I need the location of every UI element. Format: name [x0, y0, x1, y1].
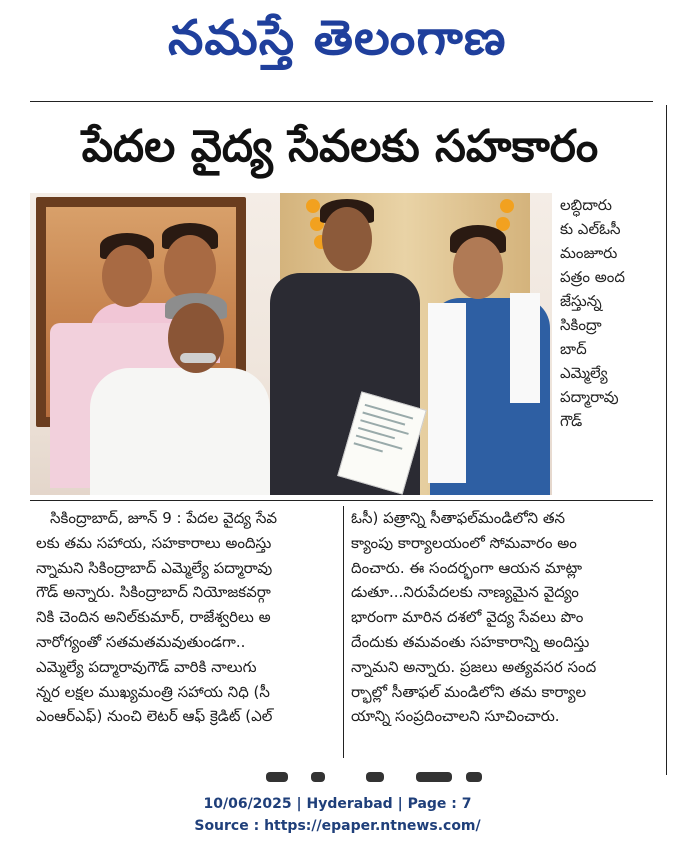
article-photo [30, 193, 552, 495]
date-location-page: 10/06/2025 | Hyderabad | Page : 7 [203, 796, 472, 812]
article-line: నికి చెందిన అనిల్‌కుమార్, రాజేశ్వరిలు అ [36, 608, 271, 627]
divider-top [30, 101, 653, 102]
caption-line: సికింద్రా [560, 316, 602, 334]
caption-line: బాద్ [560, 340, 587, 358]
article-column-left [36, 506, 341, 758]
article-line: ర్భాల్లో సీతాఫల్ మండిలోని తమ కార్యాల [351, 682, 587, 701]
caption-line: పద్మారావు [560, 388, 619, 406]
caption-line: కు ఎల్ఓసీ [560, 220, 621, 238]
article-line: దేందుకు తమవంతు సహకారాన్ని అందిస్తు [351, 632, 590, 651]
article-line: దించారు. ఈ సందర్భంగా ఆయన మాట్లా [351, 558, 582, 577]
article-line: న్నామని అన్నారు. ప్రజలు అత్యవసర సంద [351, 657, 597, 676]
article-line: లకు తమ సహాయ, సహకారాలు అందిస్తు [36, 533, 272, 552]
article-line: డుతూ...నిరుపేదలకు నాణ్యమైన వైద్యం [351, 583, 579, 602]
caption-line: లబ్ధిదారు [560, 196, 612, 214]
caption-line: పత్రం అంద [560, 268, 625, 286]
article-line: సికింద్రాబాద్, జూన్ 9 : పేదల వైద్య సేవ [50, 509, 278, 527]
next-article-teaser [36, 768, 656, 782]
divider-under-photo [30, 500, 653, 501]
source-footer [0, 793, 675, 837]
article-line: న్నర లక్షల ముఖ్యమంత్రి సహాయ నిధి (సీ [36, 682, 270, 701]
photo-caption [560, 193, 660, 495]
article-line: ఎమ్మెల్యే పద్మారావుగౌడ్ వారికి నాలుగు [36, 657, 257, 676]
caption-line: జేస్తున్న [560, 292, 602, 310]
divider-vertical-right [666, 105, 667, 775]
caption-line: మంజూరు [560, 244, 618, 262]
divider-column [343, 506, 344, 758]
article-line: యాన్ని సంప్రదించాలని సూచించారు. [351, 707, 560, 726]
article-line: గౌడ్ అన్నారు. సికింద్రాబాద్ నియోజకవర్గా [36, 583, 271, 602]
source-url[interactable]: Source : https://epaper.ntnews.com/ [194, 818, 481, 834]
caption-line: ఎమ్మెల్యే [560, 364, 608, 382]
article-line: న్నామని సికింద్రాబాద్ ఎమ్మెల్యే పద్మారావు [36, 558, 273, 577]
masthead [0, 0, 675, 80]
article-line: భారంగా మారిన దశలో వైద్య సేవలు పొం [351, 608, 584, 627]
article-line: ఎంఆర్ఎఫ్) నుంచి లెటర్ ఆఫ్ క్రెడిట్ (ఎల్ [36, 707, 273, 726]
article-line: క్యాంపు కార్యాలయంలో సోమవారం అం [351, 533, 577, 552]
article-column-right [351, 506, 656, 758]
newspaper-logo: నమస్తే తెలంగాణ [168, 10, 507, 66]
article-line: ఓసీ) పత్రాన్ని సీతాఫల్‌మండిలోని తన [351, 509, 566, 527]
article-line: నారోగ్యంతో సతమతమవుతుండగా.. [36, 632, 246, 651]
article-headline: పేదల వైద్య సేవలకు సహకారం [81, 121, 599, 172]
caption-line: గౌడ్ [560, 412, 583, 430]
